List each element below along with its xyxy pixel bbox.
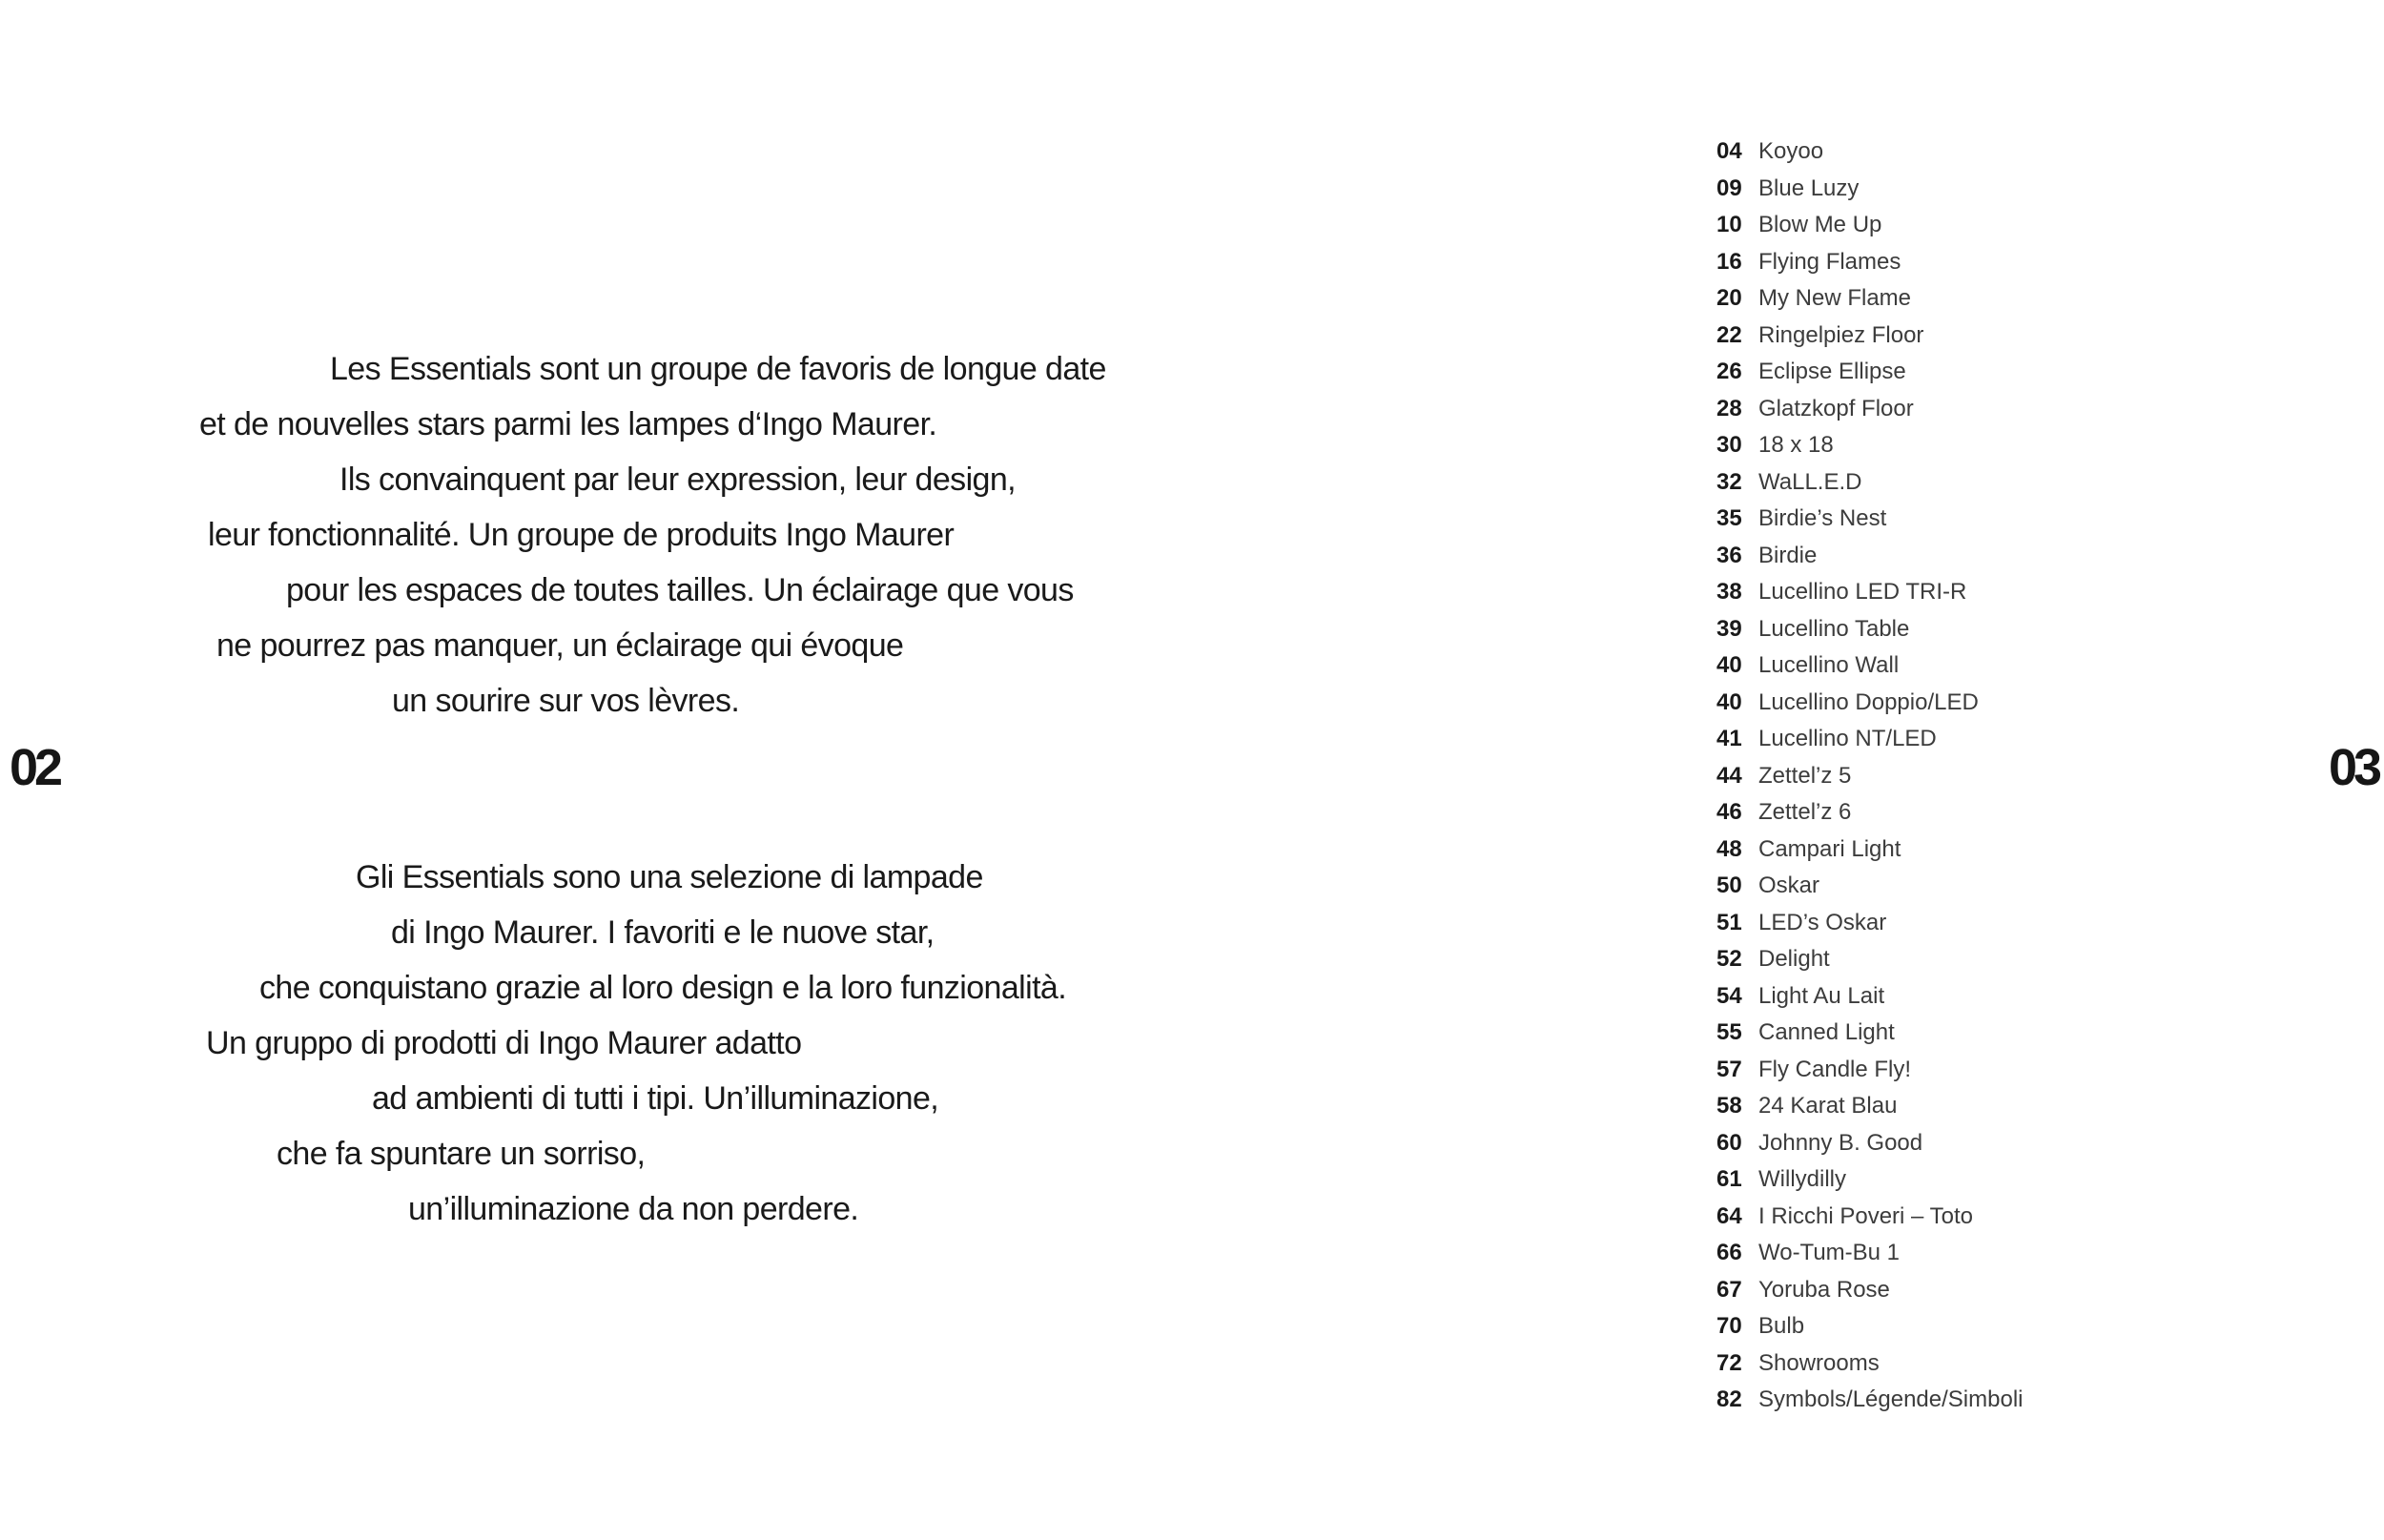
toc-page-number: 64 <box>1716 1202 1742 1229</box>
toc-title: Lucellino LED TRI-R <box>1758 579 1967 605</box>
intro-french-line: un sourire sur vos lèvres. <box>392 683 740 719</box>
toc-title: Oskar <box>1758 873 1820 898</box>
toc-page-number: 41 <box>1716 726 1742 751</box>
toc-item <box>1716 1088 2024 1125</box>
toc-item <box>1716 318 2024 355</box>
toc-item <box>1716 171 2024 208</box>
toc-item <box>1716 501 2024 538</box>
toc-item <box>1716 244 2024 281</box>
toc-item <box>1716 1308 2024 1345</box>
toc-item <box>1716 832 2024 869</box>
toc-item <box>1716 1125 2024 1162</box>
table-of-contents <box>1716 133 2024 1419</box>
toc-page-number: 50 <box>1716 873 1742 898</box>
toc-page-number: 36 <box>1716 542 1742 568</box>
toc-item <box>1716 574 2024 611</box>
toc-title: Lucellino Table <box>1758 615 1910 642</box>
intro-french-line: ne pourrez pas manquer, un éclairage qui évoque <box>216 627 904 664</box>
toc-item <box>1716 133 2024 171</box>
toc-page-number: 16 <box>1716 248 1742 275</box>
toc-item <box>1716 978 2024 1016</box>
toc-item <box>1716 1161 2024 1199</box>
intro-italian-line: che conquistano grazie al loro design e la loro funzionalità. <box>259 970 1067 1006</box>
toc-page-number: 48 <box>1716 835 1742 862</box>
toc-title: Blow Me Up <box>1758 212 1882 237</box>
toc-title: Lucellino Doppio/LED <box>1758 688 1979 715</box>
toc-page-number: 39 <box>1716 615 1742 642</box>
intro-french-line: leur fonctionnalité. Un groupe de produits Ingo Maurer <box>208 517 955 553</box>
toc-title: Willydilly <box>1758 1166 1846 1192</box>
toc-title: Eclipse Ellipse <box>1758 359 1906 384</box>
toc-page-number: 04 <box>1716 138 1742 164</box>
toc-page-number: 61 <box>1716 1166 1742 1192</box>
toc-item <box>1716 391 2024 428</box>
toc-title: Glatzkopf Floor <box>1758 395 1914 421</box>
toc-page-number: 67 <box>1716 1276 1742 1303</box>
toc-title: Symbols/Légende/Simboli <box>1758 1386 2024 1412</box>
toc-title: Light Au Lait <box>1758 982 1885 1009</box>
toc-item <box>1716 905 2024 942</box>
toc-item <box>1716 1235 2024 1272</box>
toc-title: I Ricchi Poveri – Toto <box>1758 1202 1973 1229</box>
toc-title: Wo-Tum-Bu 1 <box>1758 1240 1901 1265</box>
intro-italian-line: un’illuminazione da non perdere. <box>408 1191 859 1227</box>
toc-page-number: 52 <box>1716 946 1742 972</box>
toc-page-number: 38 <box>1716 579 1742 605</box>
toc-item <box>1716 868 2024 905</box>
toc-page-number: 22 <box>1716 321 1742 348</box>
toc-item <box>1716 538 2024 575</box>
toc-title: Showrooms <box>1758 1349 1880 1376</box>
toc-title: Delight <box>1758 946 1830 972</box>
toc-title: LED’s Oskar <box>1758 909 1887 935</box>
toc-item <box>1716 1345 2024 1383</box>
toc-title: WaLL.E.D <box>1758 468 1862 495</box>
toc-title: Yoruba Rose <box>1758 1276 1890 1303</box>
toc-title: Birdie’s Nest <box>1758 505 1887 531</box>
toc-title: 24 Karat Blau <box>1758 1093 1898 1119</box>
toc-page-number: 32 <box>1716 468 1742 495</box>
toc-title: Flying Flames <box>1758 248 1901 275</box>
toc-item <box>1716 280 2024 318</box>
toc-title: Johnny B. Good <box>1758 1129 1923 1156</box>
toc-page-number: 82 <box>1716 1386 1742 1412</box>
toc-title: Zettel’z 5 <box>1758 762 1852 789</box>
toc-item <box>1716 721 2024 758</box>
toc-item <box>1716 354 2024 391</box>
toc-title: Zettel’z 6 <box>1758 799 1852 825</box>
toc-page-number: 70 <box>1716 1313 1742 1339</box>
toc-page-number: 09 <box>1716 175 1742 201</box>
toc-title: Bulb <box>1758 1313 1805 1339</box>
toc-page-number: 30 <box>1716 432 1742 458</box>
intro-italian-line: Un gruppo di prodotti di Ingo Maurer adatto <box>206 1025 802 1061</box>
toc-item <box>1716 647 2024 685</box>
intro-italian-line: che fa spuntare un sorriso, <box>277 1136 646 1172</box>
toc-title: Canned Light <box>1758 1019 1895 1045</box>
intro-french-line: pour les espaces de toutes tailles. Un éclairage que vous <box>286 572 1074 608</box>
intro-italian-line: di Ingo Maurer. I favoriti e le nuove star, <box>391 914 935 951</box>
intro-italian-line: ad ambienti di tutti i tipi. Un’illuminazione, <box>372 1080 939 1117</box>
toc-title: Ringelpiez Floor <box>1758 321 1924 348</box>
toc-title: Koyoo <box>1758 138 1824 164</box>
toc-item <box>1716 794 2024 832</box>
toc-page-number: 58 <box>1716 1093 1742 1119</box>
toc-page-number: 26 <box>1716 359 1742 384</box>
intro-french-line: Les Essentials sont un groupe de favoris de longue date <box>330 351 1106 387</box>
toc-item <box>1716 1272 2024 1309</box>
toc-page-number: 20 <box>1716 285 1742 311</box>
toc-item <box>1716 464 2024 502</box>
toc-item <box>1716 1382 2024 1419</box>
toc-item <box>1716 1199 2024 1236</box>
toc-item <box>1716 1052 2024 1089</box>
page-number-right: 03 <box>2329 739 2379 796</box>
toc-item <box>1716 941 2024 978</box>
toc-page-number: 40 <box>1716 652 1742 678</box>
toc-title: Fly Candle Fly! <box>1758 1056 1912 1082</box>
toc-title: Blue Luzy <box>1758 175 1860 201</box>
toc-page-number: 35 <box>1716 505 1742 531</box>
toc-item <box>1716 207 2024 244</box>
toc-title: Birdie <box>1758 542 1818 568</box>
toc-page-number: 51 <box>1716 909 1742 935</box>
toc-page-number: 60 <box>1716 1129 1742 1156</box>
toc-title: Lucellino Wall <box>1758 652 1900 678</box>
toc-page-number: 44 <box>1716 762 1742 789</box>
intro-french-line: et de nouvelles stars parmi les lampes d‘Ingo Maurer. <box>199 406 937 442</box>
toc-item <box>1716 1015 2024 1052</box>
toc-page-number: 40 <box>1716 688 1742 715</box>
toc-page-number: 72 <box>1716 1349 1742 1376</box>
toc-page-number: 57 <box>1716 1056 1742 1082</box>
toc-item <box>1716 611 2024 648</box>
toc-item <box>1716 427 2024 464</box>
intro-italian-line: Gli Essentials sono una selezione di lampade <box>356 859 983 895</box>
toc-page-number: 28 <box>1716 395 1742 421</box>
page-number-left: 02 <box>10 739 60 796</box>
toc-item <box>1716 685 2024 722</box>
toc-page-number: 55 <box>1716 1019 1742 1045</box>
intro-french-line: Ils convainquent par leur expression, leur design, <box>339 462 1016 498</box>
toc-page-number: 10 <box>1716 212 1742 237</box>
toc-page-number: 54 <box>1716 982 1742 1009</box>
toc-title: 18 x 18 <box>1758 432 1834 458</box>
toc-page-number: 46 <box>1716 799 1742 825</box>
toc-page-number: 66 <box>1716 1240 1742 1265</box>
toc-title: Lucellino NT/LED <box>1758 726 1937 751</box>
toc-title: My New Flame <box>1758 285 1912 311</box>
toc-title: Campari Light <box>1758 835 1901 862</box>
toc-item <box>1716 758 2024 795</box>
